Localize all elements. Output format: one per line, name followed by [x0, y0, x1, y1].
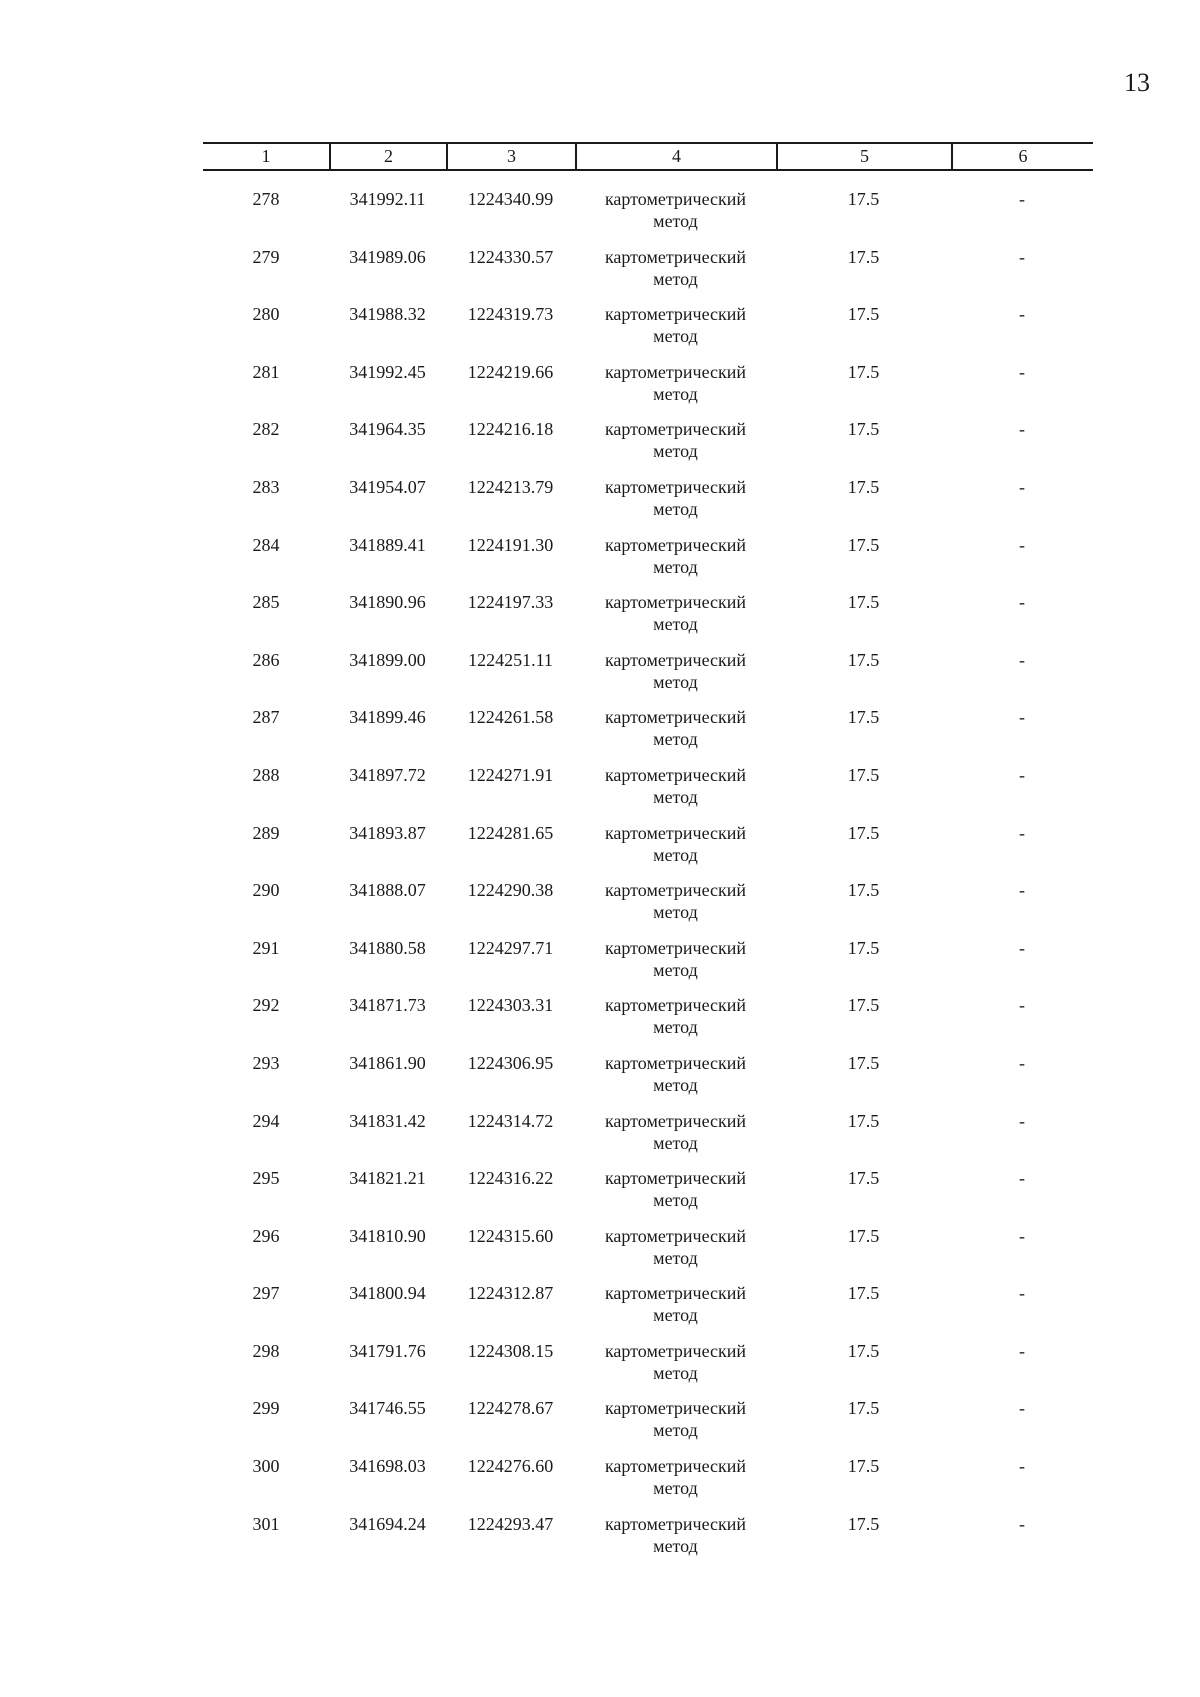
y-coordinate: 1224306.95 [467, 1052, 554, 1073]
method-line-2: метод [653, 268, 698, 289]
method-line-1: картометрический [604, 764, 747, 785]
description: - [1019, 1340, 1025, 1361]
accuracy: 17.5 [847, 649, 880, 670]
method-line-1: картометрический [604, 880, 747, 901]
point-number: 296 [252, 1225, 280, 1246]
description: - [1019, 1398, 1025, 1419]
table-header [203, 142, 1093, 171]
point-number: 285 [252, 592, 280, 613]
method [575, 476, 776, 520]
method-line-2: метод [653, 614, 698, 635]
table-row [0, 468, 1200, 526]
point-number: 282 [252, 419, 280, 440]
point-number: 288 [252, 764, 280, 785]
column-header-1: 1 [261, 146, 271, 166]
y-coordinate: 1224290.38 [467, 880, 554, 901]
accuracy: 17.5 [847, 1168, 880, 1189]
point-number: 279 [252, 246, 280, 267]
description: - [1019, 361, 1025, 382]
accuracy: 17.5 [847, 534, 880, 555]
table-row [0, 583, 1200, 641]
x-coordinate: 341988.32 [349, 304, 426, 325]
point-number: 284 [252, 534, 280, 555]
y-coordinate: 1224293.47 [467, 1513, 554, 1534]
method [575, 1052, 776, 1096]
method [575, 534, 776, 578]
method [575, 706, 776, 750]
table-row [0, 1447, 1200, 1505]
method-line-1: картометрический [604, 1225, 747, 1246]
method-line-1: картометрический [604, 1398, 747, 1419]
description: - [1019, 1052, 1025, 1073]
x-coordinate: 341861.90 [349, 1052, 426, 1073]
method [575, 1110, 776, 1154]
method-line-2: метод [653, 1017, 698, 1038]
y-coordinate: 1224197.33 [467, 592, 554, 613]
table-row [0, 1217, 1200, 1275]
description: - [1019, 419, 1025, 440]
method-line-2: метод [653, 1247, 698, 1268]
x-coordinate: 341871.73 [349, 995, 426, 1016]
method-line-1: картометрический [604, 534, 747, 555]
y-coordinate: 1224276.60 [467, 1456, 554, 1477]
accuracy: 17.5 [847, 361, 880, 382]
point-number: 292 [252, 995, 280, 1016]
method-line-1: картометрический [604, 1513, 747, 1534]
method-line-2: метод [653, 1190, 698, 1211]
table-row [0, 1274, 1200, 1332]
accuracy: 17.5 [847, 995, 880, 1016]
y-coordinate: 1224261.58 [467, 707, 554, 728]
point-number: 291 [252, 937, 280, 958]
description: - [1019, 649, 1025, 670]
accuracy: 17.5 [847, 476, 880, 497]
column-header-6: 6 [1018, 146, 1028, 166]
accuracy: 17.5 [847, 1513, 880, 1534]
accuracy: 17.5 [847, 189, 880, 209]
method-line-1: картометрический [604, 649, 747, 670]
x-coordinate: 341897.72 [349, 764, 426, 785]
table-row [0, 526, 1200, 584]
x-coordinate: 341893.87 [349, 822, 426, 843]
column-header-2: 2 [384, 146, 393, 166]
y-coordinate: 1224340.99 [467, 189, 554, 209]
y-coordinate: 1224315.60 [467, 1225, 554, 1246]
method [575, 937, 776, 981]
y-coordinate: 1224271.91 [467, 764, 554, 785]
y-coordinate: 1224308.15 [467, 1340, 554, 1361]
y-coordinate: 1224312.87 [467, 1283, 554, 1304]
method [575, 303, 776, 347]
method-line-2: метод [653, 1420, 698, 1441]
x-coordinate: 341889.41 [349, 534, 426, 555]
method [575, 591, 776, 635]
x-coordinate: 341964.35 [349, 419, 426, 440]
table-row [0, 986, 1200, 1044]
y-coordinate: 1224216.18 [467, 419, 554, 440]
point-number: 299 [252, 1398, 280, 1419]
table-row [0, 1044, 1200, 1102]
method-line-2: метод [653, 844, 698, 865]
x-coordinate: 341888.07 [349, 880, 426, 901]
accuracy: 17.5 [847, 1340, 880, 1361]
method-line-2: метод [653, 1132, 698, 1153]
method-line-1: картометрический [604, 937, 747, 958]
method-line-2: метод [653, 441, 698, 462]
method-line-2: метод [653, 902, 698, 923]
method-line-2: метод [653, 729, 698, 750]
method [575, 822, 776, 866]
description: - [1019, 1110, 1025, 1131]
point-number: 293 [252, 1052, 280, 1073]
method-line-1: картометрический [604, 1283, 747, 1304]
point-number: 297 [252, 1283, 280, 1304]
method-line-1: картометрический [604, 476, 747, 497]
description: - [1019, 534, 1025, 555]
accuracy: 17.5 [847, 1398, 880, 1419]
x-coordinate: 341698.03 [349, 1456, 426, 1477]
description: - [1019, 1456, 1025, 1477]
description: - [1019, 1168, 1025, 1189]
accuracy: 17.5 [847, 1456, 880, 1477]
point-number: 298 [252, 1340, 280, 1361]
y-coordinate: 1224319.73 [467, 304, 554, 325]
y-coordinate: 1224303.31 [467, 995, 554, 1016]
method-line-2: метод [653, 671, 698, 692]
page-number: 13 [1124, 68, 1150, 97]
column-header-5: 5 [860, 146, 869, 166]
y-coordinate: 1224213.79 [467, 476, 554, 497]
point-number: 289 [252, 822, 280, 843]
method-line-1: картометрический [604, 361, 747, 382]
accuracy: 17.5 [847, 419, 880, 440]
accuracy: 17.5 [847, 822, 880, 843]
table-row [0, 295, 1200, 353]
method-line-2: метод [653, 383, 698, 404]
method-line-2: метод [653, 211, 698, 231]
table-row [0, 641, 1200, 699]
description: - [1019, 995, 1025, 1016]
method [575, 1455, 776, 1499]
point-number: 283 [252, 476, 280, 497]
x-coordinate: 341992.45 [349, 361, 426, 382]
accuracy: 17.5 [847, 1283, 880, 1304]
table-row [0, 238, 1200, 296]
x-coordinate: 341800.94 [349, 1283, 426, 1304]
method-line-1: картометрический [604, 419, 747, 440]
method [575, 1397, 776, 1441]
description: - [1019, 764, 1025, 785]
method-line-1: картометрический [604, 1168, 747, 1189]
table-row [0, 410, 1200, 468]
method-line-1: картометрический [604, 592, 747, 613]
table-row [0, 698, 1200, 756]
point-number: 278 [252, 189, 280, 209]
accuracy: 17.5 [847, 1225, 880, 1246]
point-number: 286 [252, 649, 280, 670]
point-number: 290 [252, 880, 280, 901]
y-coordinate: 1224330.57 [467, 246, 554, 267]
method-line-1: картометрический [604, 822, 747, 843]
description: - [1019, 304, 1025, 325]
method-line-1: картометрический [604, 707, 747, 728]
method-line-2: метод [653, 1305, 698, 1326]
y-coordinate: 1224297.71 [467, 937, 554, 958]
y-coordinate: 1224314.72 [467, 1110, 554, 1131]
method-line-2: метод [653, 1478, 698, 1499]
y-coordinate: 1224219.66 [467, 361, 554, 382]
method [575, 764, 776, 808]
description: - [1019, 937, 1025, 958]
table-row [0, 1102, 1200, 1160]
point-number: 280 [252, 304, 280, 325]
method-line-2: метод [653, 959, 698, 980]
table-row [0, 929, 1200, 987]
table-row [0, 353, 1200, 411]
x-coordinate: 341899.46 [349, 707, 426, 728]
x-coordinate: 341791.76 [349, 1340, 426, 1361]
method [575, 1225, 776, 1269]
method-line-2: метод [653, 786, 698, 807]
description: - [1019, 1225, 1025, 1246]
method [575, 649, 776, 693]
method-line-1: картометрический [604, 1110, 747, 1131]
method-line-1: картометрический [604, 246, 747, 267]
table-row [0, 1332, 1200, 1390]
accuracy: 17.5 [847, 707, 880, 728]
method [575, 418, 776, 462]
x-coordinate: 341899.00 [349, 649, 426, 670]
method [575, 188, 776, 232]
accuracy: 17.5 [847, 304, 880, 325]
point-number: 295 [252, 1168, 280, 1189]
accuracy: 17.5 [847, 937, 880, 958]
accuracy: 17.5 [847, 1110, 880, 1131]
table-row [0, 871, 1200, 929]
method-line-1: картометрический [604, 189, 747, 209]
table-row [0, 1389, 1200, 1447]
description: - [1019, 246, 1025, 267]
description: - [1019, 592, 1025, 613]
method-line-2: метод [653, 1074, 698, 1095]
accuracy: 17.5 [847, 1052, 880, 1073]
x-coordinate: 341890.96 [349, 592, 426, 613]
x-coordinate: 341989.06 [349, 246, 426, 267]
table-row [0, 1159, 1200, 1217]
x-coordinate: 341746.55 [349, 1398, 426, 1419]
method-line-2: метод [653, 1535, 698, 1556]
point-number: 301 [252, 1513, 280, 1534]
method [575, 994, 776, 1038]
method [575, 1167, 776, 1211]
description: - [1019, 1283, 1025, 1304]
point-number: 281 [252, 361, 280, 382]
table-row [0, 1505, 1200, 1563]
method-line-2: метод [653, 556, 698, 577]
accuracy: 17.5 [847, 246, 880, 267]
y-coordinate: 1224281.65 [467, 822, 554, 843]
method-line-1: картометрический [604, 304, 747, 325]
description: - [1019, 1513, 1025, 1534]
method [575, 1513, 776, 1557]
x-coordinate: 341954.07 [349, 476, 426, 497]
table-body [0, 180, 1200, 1562]
method-line-2: метод [653, 326, 698, 347]
method [575, 246, 776, 290]
table-row [0, 180, 1200, 238]
point-number: 300 [252, 1456, 280, 1477]
point-number: 294 [252, 1110, 280, 1131]
accuracy: 17.5 [847, 880, 880, 901]
x-coordinate: 341810.90 [349, 1225, 426, 1246]
table-row [0, 814, 1200, 872]
x-coordinate: 341992.11 [349, 189, 426, 209]
x-coordinate: 341831.42 [349, 1110, 426, 1131]
column-header-3: 3 [507, 146, 516, 166]
x-coordinate: 341880.58 [349, 937, 426, 958]
y-coordinate: 1224278.67 [467, 1398, 554, 1419]
table-row [0, 756, 1200, 814]
description: - [1019, 822, 1025, 843]
method-line-1: картометрический [604, 1340, 747, 1361]
method-line-1: картометрический [604, 1456, 747, 1477]
description: - [1019, 880, 1025, 901]
method [575, 879, 776, 923]
method-line-2: метод [653, 1362, 698, 1383]
accuracy: 17.5 [847, 764, 880, 785]
method [575, 1282, 776, 1326]
method-line-2: метод [653, 498, 698, 519]
y-coordinate: 1224251.11 [468, 649, 553, 670]
column-header-4: 4 [672, 146, 681, 166]
description: - [1019, 707, 1025, 728]
method [575, 1340, 776, 1384]
point-number: 287 [252, 707, 280, 728]
description: - [1019, 476, 1025, 497]
method [575, 361, 776, 405]
method-line-1: картометрический [604, 1052, 747, 1073]
accuracy: 17.5 [847, 592, 880, 613]
y-coordinate: 1224316.22 [467, 1168, 554, 1189]
method-line-1: картометрический [604, 995, 747, 1016]
x-coordinate: 341821.21 [349, 1168, 426, 1189]
x-coordinate: 341694.24 [349, 1513, 426, 1534]
description: - [1019, 189, 1025, 209]
y-coordinate: 1224191.30 [467, 534, 554, 555]
